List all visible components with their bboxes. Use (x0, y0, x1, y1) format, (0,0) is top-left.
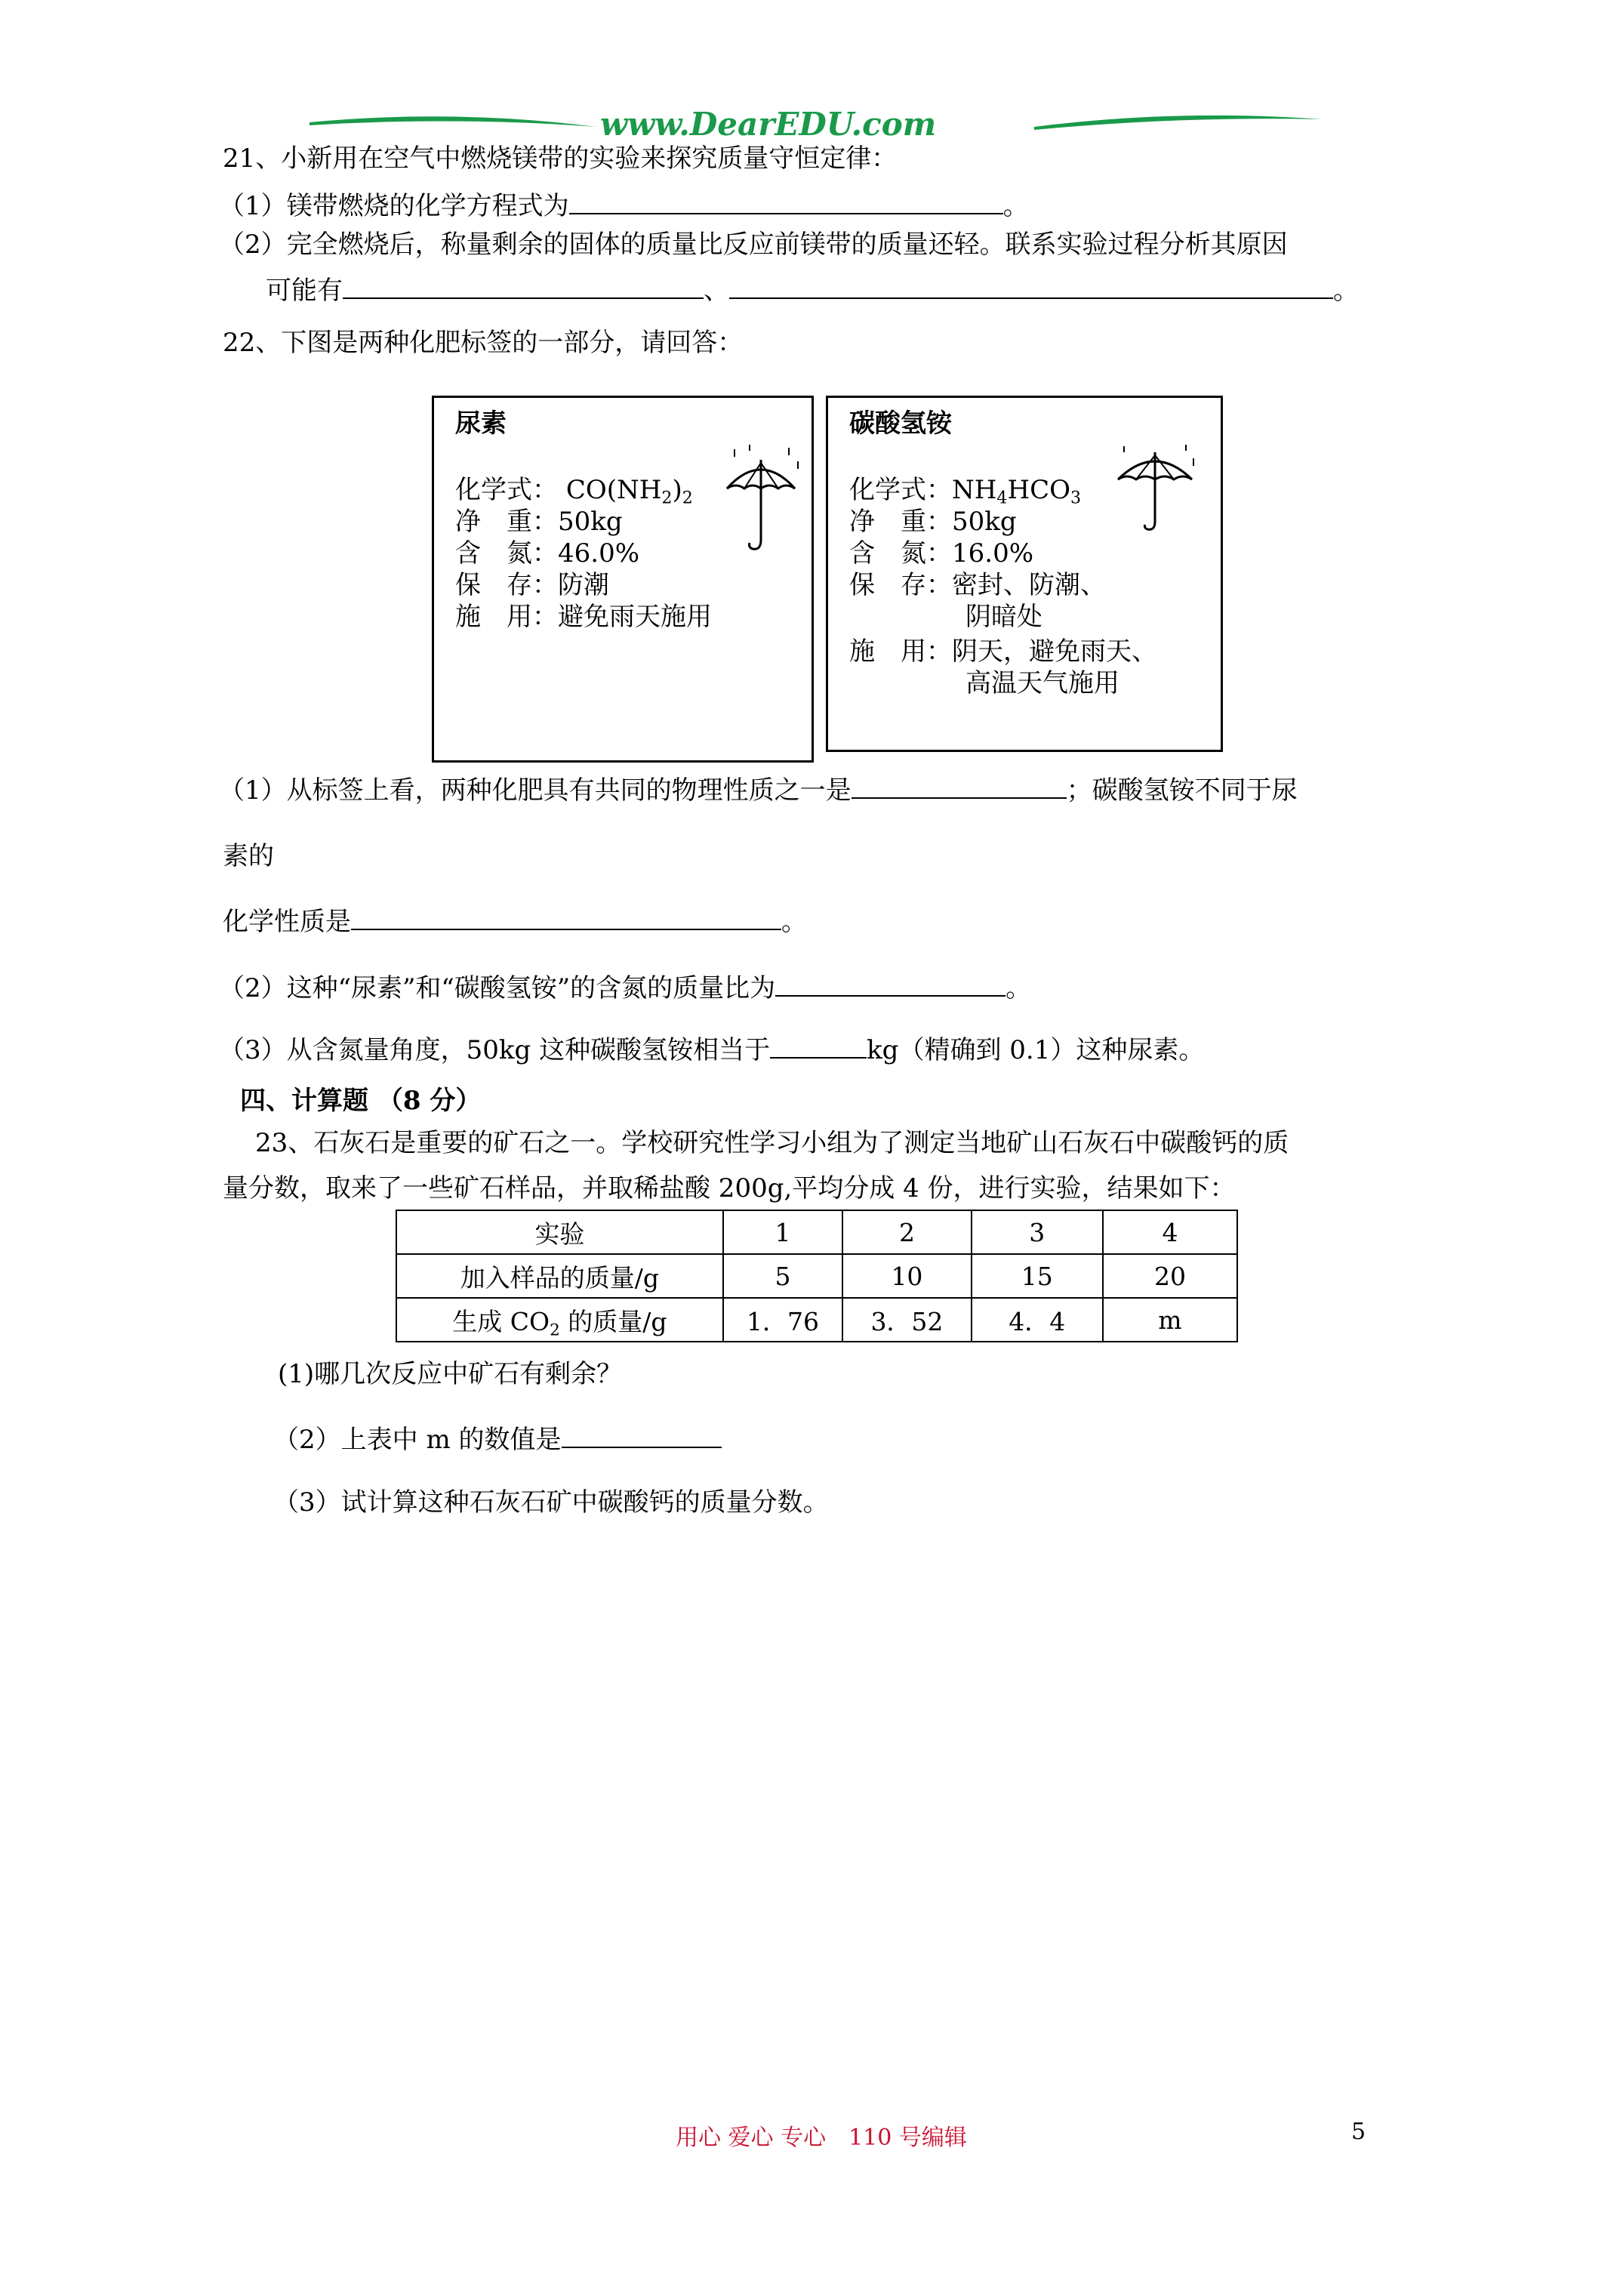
label-urea-formula-sub2: 2 (682, 488, 693, 508)
co2-label-a: 生成 CO (452, 1306, 550, 1336)
label-urea-storage: 保 存：防潮 (455, 570, 609, 600)
q21-part1 (219, 187, 1029, 223)
umbrella-icon (1113, 443, 1196, 541)
table-cell: 4 (1103, 1210, 1237, 1254)
swoosh-right-icon (1034, 112, 1321, 134)
table-cell: 加入样品的质量/g (396, 1254, 723, 1298)
q23-part2-prefix: （2）上表中 m 的数值是 (273, 1425, 562, 1455)
table-row (396, 1210, 1237, 1254)
label-urea-formula-end: ) (672, 475, 682, 505)
q22-part1-line3-prefix: 化学性质是 (223, 907, 351, 937)
q21-part2-sep: 、 (704, 276, 729, 306)
q22-answer-blank-2[interactable] (351, 903, 781, 930)
label-urea-weight: 净 重：50kg (455, 507, 623, 537)
label-abc-formula-sub: 4 (996, 488, 1008, 508)
label-abc-formula-sub2: 3 (1070, 488, 1082, 508)
q21-part2-line1: （2）完全燃烧后，称量剩余的固体的质量比反应前镁带的质量还轻。联系实验过程分析其原因 (219, 230, 1288, 260)
label-ammonium-bicarbonate (826, 396, 1223, 752)
label-urea-formula-prefix: 化学式： (455, 475, 558, 505)
logo-text: www.DearEDU.com (600, 106, 937, 143)
table-row (396, 1254, 1237, 1298)
page-number: 5 (1351, 2119, 1366, 2145)
q21-stem: 21、小新用在空气中燃烧镁带的实验来探究质量守恒定律： (223, 143, 898, 174)
q22-part2 (219, 969, 1031, 1005)
co2-label-sub: 2 (550, 1320, 560, 1339)
q22-part1-mid: ；碳酸氢铵不同于尿 (1066, 775, 1298, 806)
label-urea-formula-sub: 2 (661, 488, 673, 508)
q22-part1-line2: 素的 (223, 841, 274, 871)
label-abc-formula-prefix: 化学式： (849, 475, 952, 505)
label-urea-formula-main: CO(NH (565, 475, 662, 505)
table-cell: 5 (723, 1254, 843, 1298)
label-urea-nitrogen: 含 氮：46.0% (455, 538, 640, 569)
q23-stem-line2: 量分数，取来了一些矿石样品，并取稀盐酸 200g,平均分成 4 份，进行实验，结果如下： (223, 1173, 1236, 1203)
table-cell: 20 (1103, 1254, 1237, 1298)
table-cell: 15 (972, 1254, 1103, 1298)
q21-answer-blank-2[interactable] (343, 272, 704, 299)
table-row (396, 1298, 1237, 1342)
label-urea-usage: 施 用：避免雨天施用 (455, 602, 712, 632)
q22-part3 (219, 1031, 1204, 1067)
q23-stem-line1: 23、石灰石是重要的矿石之一。学校研究性学习小组为了测定当地矿山石灰石中碳酸钙的质 (255, 1128, 1289, 1158)
q21-part1-suffix: 。 (1002, 191, 1029, 221)
table-cell: 1．76 (723, 1298, 843, 1342)
q23-part3: （3）试计算这种石灰石矿中碳酸钙的质量分数。 (273, 1487, 829, 1518)
table-cell: m (1103, 1298, 1237, 1342)
q21-answer-blank-1[interactable] (569, 187, 1003, 214)
q21-part2-line2 (266, 272, 1359, 307)
label-abc-weight: 净 重：50kg (849, 507, 1017, 537)
q22-stem: 22、下图是两种化肥标签的一部分，请回答： (223, 328, 744, 358)
label-urea-title: 尿素 (455, 408, 507, 439)
label-urea (432, 396, 814, 763)
table-cell: 10 (842, 1254, 971, 1298)
table-cell: 实验 (396, 1210, 723, 1254)
label-abc-usage-2: 高温天气施用 (965, 668, 1119, 698)
q21-part2-suffix: 。 (1333, 276, 1359, 306)
label-abc-storage-2: 阴暗处 (965, 602, 1042, 632)
table-cell: 2 (842, 1210, 971, 1254)
q22-part1-line1 (219, 772, 1298, 807)
q22-part3-suffix: kg（精确到 0.1）这种尿素。 (867, 1035, 1205, 1065)
q23-part2 (273, 1421, 722, 1456)
label-abc-nitrogen: 含 氮：16.0% (849, 538, 1034, 569)
section4-title: 四、计算题 （8 分） (240, 1086, 482, 1116)
label-abc-formula (849, 475, 1082, 508)
q21-part1-prefix: （1）镁带燃烧的化学方程式为 (219, 191, 569, 221)
label-abc-formula-a: NH (952, 475, 997, 505)
q23-part1: (1)哪几次反应中矿石有剩余？ (278, 1359, 623, 1389)
label-abc-storage-1: 保 存：密封、防潮、 (849, 570, 1106, 600)
q21-part2-prefix: 可能有 (266, 276, 343, 306)
swoosh-left-icon (310, 112, 596, 134)
header-logo (310, 106, 1321, 143)
q22-part1-prefix: （1）从标签上看，两种化肥具有共同的物理性质之一是 (219, 775, 852, 806)
q22-part3-prefix: （3）从含氮量角度，50kg 这种碳酸氢铵相当于 (219, 1035, 771, 1065)
table-cell (396, 1298, 723, 1342)
label-abc-usage-1: 施 用：阴天，避免雨天、 (849, 636, 1157, 667)
table-cell: 4．4 (972, 1298, 1103, 1342)
label-abc-formula-b: HCO (1007, 475, 1071, 505)
q22-answer-blank-4[interactable] (770, 1031, 867, 1059)
label-urea-formula (455, 475, 693, 508)
table-cell: 3．52 (842, 1298, 971, 1342)
co2-label-b: 的质量/g (559, 1306, 667, 1336)
q23-results-table (396, 1210, 1238, 1342)
table-cell: 3 (972, 1210, 1103, 1254)
q22-answer-blank-1[interactable] (852, 772, 1067, 799)
q23-answer-blank-1[interactable] (562, 1421, 722, 1448)
q22-part1-line3-suffix: 。 (781, 907, 807, 937)
umbrella-icon (719, 443, 802, 556)
q22-answer-blank-3[interactable] (775, 969, 1006, 997)
q22-part1-line3 (223, 903, 807, 938)
q22-part2-prefix: （2）这种“尿素”和“碳酸氢铵”的含氮的质量比为 (219, 973, 776, 1003)
q22-part2-suffix: 。 (1006, 973, 1032, 1003)
label-abc-title: 碳酸氢铵 (849, 408, 952, 439)
table-cell: 1 (723, 1210, 843, 1254)
footer-text: 用心 爱心 专心 110 号编辑 (676, 2125, 967, 2151)
q21-answer-blank-3[interactable] (729, 272, 1333, 299)
